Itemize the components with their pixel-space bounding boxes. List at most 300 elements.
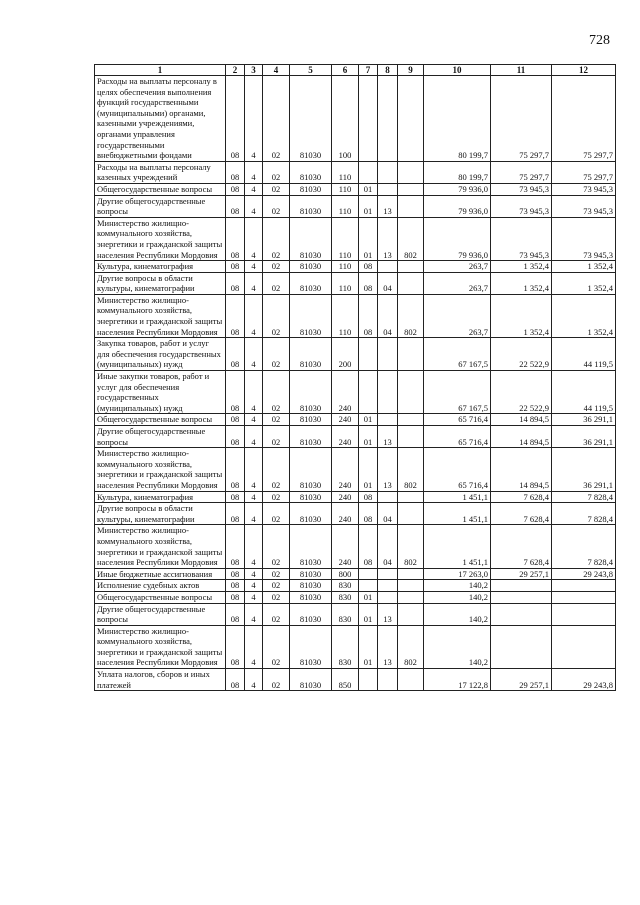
amount-year-1: 263,7 — [424, 294, 491, 337]
code-subsection — [378, 183, 398, 195]
amount-year-3: 29 243,8 — [552, 568, 616, 580]
column-header: 5 — [290, 65, 332, 76]
code-program: 4 — [245, 217, 263, 260]
code-chapter: 08 — [226, 76, 245, 162]
amount-year-1: 80 199,7 — [424, 76, 491, 162]
amount-year-2: 75 297,7 — [491, 161, 552, 183]
code-program: 4 — [245, 591, 263, 603]
budget-table — [94, 64, 616, 691]
code-subsection: 13 — [378, 195, 398, 217]
code-program: 4 — [245, 491, 263, 503]
item-name: Общегосударственные вопросы — [95, 183, 226, 195]
code-direction: 81030 — [290, 195, 332, 217]
code-ministry — [398, 183, 424, 195]
column-header: 10 — [424, 65, 491, 76]
code-direction: 81030 — [290, 161, 332, 183]
code-chapter: 08 — [226, 603, 245, 625]
column-header: 7 — [359, 65, 378, 76]
amount-year-2: 73 945,3 — [491, 195, 552, 217]
column-header: 4 — [263, 65, 290, 76]
code-ministry — [398, 161, 424, 183]
code-ministry: 802 — [398, 448, 424, 491]
table-row — [95, 503, 616, 525]
table-row — [95, 448, 616, 491]
code-ministry — [398, 503, 424, 525]
item-name: Министерство жилищно-коммунального хозяйства, энергетики и гражданской защиты населения Республики Мордовия — [95, 217, 226, 260]
code-direction: 81030 — [290, 414, 332, 426]
item-name: Министерство жилищно-коммунального хозяйства, энергетики и гражданской защиты населения Республики Мордовия — [95, 294, 226, 337]
code-subsection — [378, 414, 398, 426]
amount-year-3 — [552, 580, 616, 592]
code-subprogram: 02 — [263, 669, 290, 691]
code-subsection — [378, 338, 398, 371]
code-program: 4 — [245, 525, 263, 568]
item-name: Другие общегосударственные вопросы — [95, 426, 226, 448]
amount-year-1: 140,2 — [424, 603, 491, 625]
code-subsection: 13 — [378, 603, 398, 625]
code-program: 4 — [245, 183, 263, 195]
item-name: Расходы на выплаты персоналу в целях обеспечения выполнения функций государственными (муниципальными) органами, казенными учреждениями, органами управления государственными внебюджетными фондами — [95, 76, 226, 162]
code-ministry: 802 — [398, 525, 424, 568]
code-direction: 81030 — [290, 603, 332, 625]
item-name: Другие вопросы в области культуры, кинематографии — [95, 272, 226, 294]
item-name: Другие общегосударственные вопросы — [95, 603, 226, 625]
code-chapter: 08 — [226, 448, 245, 491]
code-subprogram: 02 — [263, 591, 290, 603]
code-ministry: 802 — [398, 217, 424, 260]
code-section — [359, 669, 378, 691]
amount-year-2: 7 628,4 — [491, 525, 552, 568]
code-expense-type: 240 — [332, 491, 359, 503]
code-direction: 81030 — [290, 669, 332, 691]
amount-year-3: 44 119,5 — [552, 371, 616, 414]
amount-year-1: 140,2 — [424, 591, 491, 603]
column-header: 1 — [95, 65, 226, 76]
code-chapter: 08 — [226, 294, 245, 337]
code-subprogram: 02 — [263, 580, 290, 592]
item-name: Министерство жилищно-коммунального хозяйства, энергетики и гражданской защиты населения Республики Мордовия — [95, 448, 226, 491]
code-ministry — [398, 371, 424, 414]
code-section — [359, 568, 378, 580]
table-row — [95, 669, 616, 691]
amount-year-2: 14 894,5 — [491, 426, 552, 448]
amount-year-1: 1 451,1 — [424, 525, 491, 568]
amount-year-2: 1 352,4 — [491, 261, 552, 273]
amount-year-2: 22 522,9 — [491, 338, 552, 371]
table-row — [95, 76, 616, 162]
amount-year-1: 263,7 — [424, 272, 491, 294]
table-row — [95, 371, 616, 414]
amount-year-1: 17 263,0 — [424, 568, 491, 580]
amount-year-1: 79 936,0 — [424, 195, 491, 217]
code-ministry — [398, 580, 424, 592]
code-direction: 81030 — [290, 217, 332, 260]
table-body — [95, 76, 616, 691]
code-subsection: 13 — [378, 448, 398, 491]
code-program: 4 — [245, 414, 263, 426]
code-section: 08 — [359, 294, 378, 337]
code-program: 4 — [245, 603, 263, 625]
code-section: 08 — [359, 525, 378, 568]
item-name: Культура, кинематография — [95, 491, 226, 503]
amount-year-2: 7 628,4 — [491, 503, 552, 525]
code-subprogram: 02 — [263, 503, 290, 525]
code-direction: 81030 — [290, 294, 332, 337]
code-subprogram: 02 — [263, 217, 290, 260]
code-chapter: 08 — [226, 195, 245, 217]
code-expense-type: 830 — [332, 580, 359, 592]
code-subsection: 13 — [378, 625, 398, 668]
item-name: Общегосударственные вопросы — [95, 591, 226, 603]
amount-year-3: 7 828,4 — [552, 491, 616, 503]
code-subsection — [378, 161, 398, 183]
table-header-row — [95, 65, 616, 76]
code-chapter: 08 — [226, 414, 245, 426]
code-direction: 81030 — [290, 272, 332, 294]
code-section: 08 — [359, 261, 378, 273]
code-expense-type: 110 — [332, 294, 359, 337]
code-section: 08 — [359, 503, 378, 525]
amount-year-2 — [491, 591, 552, 603]
code-expense-type: 100 — [332, 76, 359, 162]
code-expense-type: 240 — [332, 525, 359, 568]
table-row — [95, 568, 616, 580]
code-subsection — [378, 371, 398, 414]
amount-year-3: 36 291,1 — [552, 414, 616, 426]
code-subprogram: 02 — [263, 161, 290, 183]
table-row — [95, 261, 616, 273]
amount-year-2 — [491, 625, 552, 668]
code-section: 01 — [359, 217, 378, 260]
code-direction: 81030 — [290, 426, 332, 448]
amount-year-2: 75 297,7 — [491, 76, 552, 162]
item-name: Общегосударственные вопросы — [95, 414, 226, 426]
code-subprogram: 02 — [263, 426, 290, 448]
amount-year-1: 79 936,0 — [424, 217, 491, 260]
amount-year-2: 22 522,9 — [491, 371, 552, 414]
code-direction: 81030 — [290, 568, 332, 580]
table-row — [95, 603, 616, 625]
amount-year-3 — [552, 603, 616, 625]
code-chapter: 08 — [226, 525, 245, 568]
amount-year-3: 7 828,4 — [552, 503, 616, 525]
amount-year-2: 7 628,4 — [491, 491, 552, 503]
item-name: Уплата налогов, сборов и иных платежей — [95, 669, 226, 691]
table-row — [95, 591, 616, 603]
amount-year-2: 1 352,4 — [491, 272, 552, 294]
code-program: 4 — [245, 161, 263, 183]
code-subsection — [378, 491, 398, 503]
code-subprogram: 02 — [263, 76, 290, 162]
table-row — [95, 294, 616, 337]
code-program: 4 — [245, 448, 263, 491]
code-chapter: 08 — [226, 568, 245, 580]
code-section — [359, 371, 378, 414]
code-direction: 81030 — [290, 76, 332, 162]
amount-year-2: 73 945,3 — [491, 183, 552, 195]
code-direction: 81030 — [290, 371, 332, 414]
table-row — [95, 161, 616, 183]
amount-year-1: 263,7 — [424, 261, 491, 273]
code-subprogram: 02 — [263, 625, 290, 668]
amount-year-1: 1 451,1 — [424, 503, 491, 525]
amount-year-2: 29 257,1 — [491, 568, 552, 580]
code-expense-type: 240 — [332, 503, 359, 525]
code-direction: 81030 — [290, 625, 332, 668]
table-row — [95, 525, 616, 568]
code-program: 4 — [245, 261, 263, 273]
amount-year-1: 65 716,4 — [424, 414, 491, 426]
table-row — [95, 414, 616, 426]
code-subsection — [378, 591, 398, 603]
amount-year-2 — [491, 603, 552, 625]
column-header: 11 — [491, 65, 552, 76]
amount-year-3: 36 291,1 — [552, 426, 616, 448]
code-expense-type: 830 — [332, 591, 359, 603]
amount-year-3: 7 828,4 — [552, 525, 616, 568]
code-program: 4 — [245, 568, 263, 580]
code-expense-type: 110 — [332, 261, 359, 273]
table-row — [95, 338, 616, 371]
code-program: 4 — [245, 669, 263, 691]
code-expense-type: 110 — [332, 217, 359, 260]
column-header: 3 — [245, 65, 263, 76]
code-chapter: 08 — [226, 426, 245, 448]
code-subprogram: 02 — [263, 195, 290, 217]
code-chapter: 08 — [226, 591, 245, 603]
column-header: 6 — [332, 65, 359, 76]
code-section: 01 — [359, 625, 378, 668]
code-direction: 81030 — [290, 580, 332, 592]
amount-year-3: 36 291,1 — [552, 448, 616, 491]
code-chapter: 08 — [226, 503, 245, 525]
code-ministry — [398, 272, 424, 294]
code-chapter: 08 — [226, 183, 245, 195]
code-section: 01 — [359, 426, 378, 448]
amount-year-2: 73 945,3 — [491, 217, 552, 260]
code-direction: 81030 — [290, 525, 332, 568]
code-expense-type: 110 — [332, 195, 359, 217]
code-program: 4 — [245, 76, 263, 162]
item-name: Министерство жилищно-коммунального хозяйства, энергетики и гражданской защиты населения Республики Мордовия — [95, 525, 226, 568]
code-section: 01 — [359, 603, 378, 625]
code-subsection: 04 — [378, 503, 398, 525]
code-program: 4 — [245, 371, 263, 414]
item-name: Иные бюджетные ассигнования — [95, 568, 226, 580]
item-name: Культура, кинематография — [95, 261, 226, 273]
code-chapter: 08 — [226, 272, 245, 294]
code-section: 01 — [359, 591, 378, 603]
code-section: 08 — [359, 491, 378, 503]
table-row — [95, 217, 616, 260]
code-chapter: 08 — [226, 217, 245, 260]
code-ministry — [398, 414, 424, 426]
amount-year-1: 140,2 — [424, 625, 491, 668]
code-chapter: 08 — [226, 580, 245, 592]
code-ministry — [398, 568, 424, 580]
amount-year-3: 75 297,7 — [552, 76, 616, 162]
amount-year-3: 1 352,4 — [552, 294, 616, 337]
amount-year-2 — [491, 580, 552, 592]
code-expense-type: 110 — [332, 183, 359, 195]
code-chapter: 08 — [226, 669, 245, 691]
code-ministry — [398, 195, 424, 217]
code-expense-type: 240 — [332, 371, 359, 414]
amount-year-1: 65 716,4 — [424, 448, 491, 491]
column-header: 12 — [552, 65, 616, 76]
code-expense-type: 240 — [332, 414, 359, 426]
code-subprogram: 02 — [263, 294, 290, 337]
code-section — [359, 338, 378, 371]
amount-year-3 — [552, 625, 616, 668]
code-program: 4 — [245, 294, 263, 337]
code-direction: 81030 — [290, 183, 332, 195]
code-expense-type: 850 — [332, 669, 359, 691]
code-subsection — [378, 568, 398, 580]
code-subsection: 04 — [378, 272, 398, 294]
code-subprogram: 02 — [263, 491, 290, 503]
code-ministry — [398, 76, 424, 162]
code-program: 4 — [245, 195, 263, 217]
item-name: Другие общегосударственные вопросы — [95, 195, 226, 217]
code-direction: 81030 — [290, 503, 332, 525]
code-subprogram: 02 — [263, 525, 290, 568]
amount-year-3: 73 945,3 — [552, 195, 616, 217]
code-ministry — [398, 338, 424, 371]
amount-year-1: 17 122,8 — [424, 669, 491, 691]
code-section: 01 — [359, 195, 378, 217]
code-program: 4 — [245, 625, 263, 668]
code-section: 01 — [359, 414, 378, 426]
column-header: 9 — [398, 65, 424, 76]
code-subprogram: 02 — [263, 371, 290, 414]
table-row — [95, 195, 616, 217]
amount-year-1: 65 716,4 — [424, 426, 491, 448]
amount-year-1: 79 936,0 — [424, 183, 491, 195]
code-expense-type: 200 — [332, 338, 359, 371]
code-subprogram: 02 — [263, 568, 290, 580]
code-section: 08 — [359, 272, 378, 294]
code-ministry — [398, 669, 424, 691]
code-subsection — [378, 669, 398, 691]
code-expense-type: 110 — [332, 272, 359, 294]
amount-year-1: 80 199,7 — [424, 161, 491, 183]
item-name: Расходы на выплаты персоналу казенных учреждений — [95, 161, 226, 183]
code-program: 4 — [245, 338, 263, 371]
code-section: 01 — [359, 183, 378, 195]
code-direction: 81030 — [290, 491, 332, 503]
code-chapter: 08 — [226, 161, 245, 183]
table-row — [95, 491, 616, 503]
code-ministry — [398, 603, 424, 625]
code-expense-type: 240 — [332, 426, 359, 448]
item-name: Исполнение судебных актов — [95, 580, 226, 592]
amount-year-1: 140,2 — [424, 580, 491, 592]
code-expense-type: 800 — [332, 568, 359, 580]
amount-year-1: 67 167,5 — [424, 338, 491, 371]
code-subsection: 13 — [378, 217, 398, 260]
code-program: 4 — [245, 503, 263, 525]
amount-year-2: 14 894,5 — [491, 448, 552, 491]
amount-year-3: 75 297,7 — [552, 161, 616, 183]
amount-year-1: 1 451,1 — [424, 491, 491, 503]
item-name: Закупка товаров, работ и услуг для обеспечения государственных (муниципальных) нужд — [95, 338, 226, 371]
code-ministry: 802 — [398, 294, 424, 337]
code-subprogram: 02 — [263, 338, 290, 371]
code-subsection: 13 — [378, 426, 398, 448]
code-chapter: 08 — [226, 491, 245, 503]
amount-year-3: 44 119,5 — [552, 338, 616, 371]
amount-year-3 — [552, 591, 616, 603]
code-ministry: 802 — [398, 625, 424, 668]
code-ministry — [398, 491, 424, 503]
code-section — [359, 580, 378, 592]
code-program: 4 — [245, 426, 263, 448]
code-subprogram: 02 — [263, 414, 290, 426]
amount-year-2: 29 257,1 — [491, 669, 552, 691]
amount-year-2: 1 352,4 — [491, 294, 552, 337]
item-name: Иные закупки товаров, работ и услуг для обеспечения государственных (муниципальных) нужд — [95, 371, 226, 414]
code-section — [359, 161, 378, 183]
table-row — [95, 625, 616, 668]
code-direction: 81030 — [290, 448, 332, 491]
table-row — [95, 183, 616, 195]
amount-year-3: 1 352,4 — [552, 261, 616, 273]
amount-year-3: 1 352,4 — [552, 272, 616, 294]
code-subprogram: 02 — [263, 448, 290, 491]
code-chapter: 08 — [226, 371, 245, 414]
amount-year-3: 29 243,8 — [552, 669, 616, 691]
code-ministry — [398, 261, 424, 273]
code-subsection: 04 — [378, 294, 398, 337]
code-expense-type: 830 — [332, 603, 359, 625]
code-subsection — [378, 261, 398, 273]
code-subprogram: 02 — [263, 603, 290, 625]
code-subprogram: 02 — [263, 183, 290, 195]
code-subsection: 04 — [378, 525, 398, 568]
table-row — [95, 426, 616, 448]
code-chapter: 08 — [226, 338, 245, 371]
page-number: 728 — [589, 33, 610, 48]
amount-year-1: 67 167,5 — [424, 371, 491, 414]
code-chapter: 08 — [226, 261, 245, 273]
code-subsection — [378, 580, 398, 592]
code-program: 4 — [245, 272, 263, 294]
code-section: 01 — [359, 448, 378, 491]
amount-year-3: 73 945,3 — [552, 183, 616, 195]
amount-year-3: 73 945,3 — [552, 217, 616, 260]
code-subprogram: 02 — [263, 272, 290, 294]
code-direction: 81030 — [290, 338, 332, 371]
table-row — [95, 580, 616, 592]
table-row — [95, 272, 616, 294]
code-direction: 81030 — [290, 591, 332, 603]
column-header: 8 — [378, 65, 398, 76]
code-expense-type: 110 — [332, 161, 359, 183]
code-expense-type: 240 — [332, 448, 359, 491]
code-ministry — [398, 426, 424, 448]
code-program: 4 — [245, 580, 263, 592]
code-subprogram: 02 — [263, 261, 290, 273]
code-expense-type: 830 — [332, 625, 359, 668]
code-section — [359, 76, 378, 162]
code-chapter: 08 — [226, 625, 245, 668]
code-subsection — [378, 76, 398, 162]
code-ministry — [398, 591, 424, 603]
amount-year-2: 14 894,5 — [491, 414, 552, 426]
column-header: 2 — [226, 65, 245, 76]
item-name: Другие вопросы в области культуры, кинематографии — [95, 503, 226, 525]
